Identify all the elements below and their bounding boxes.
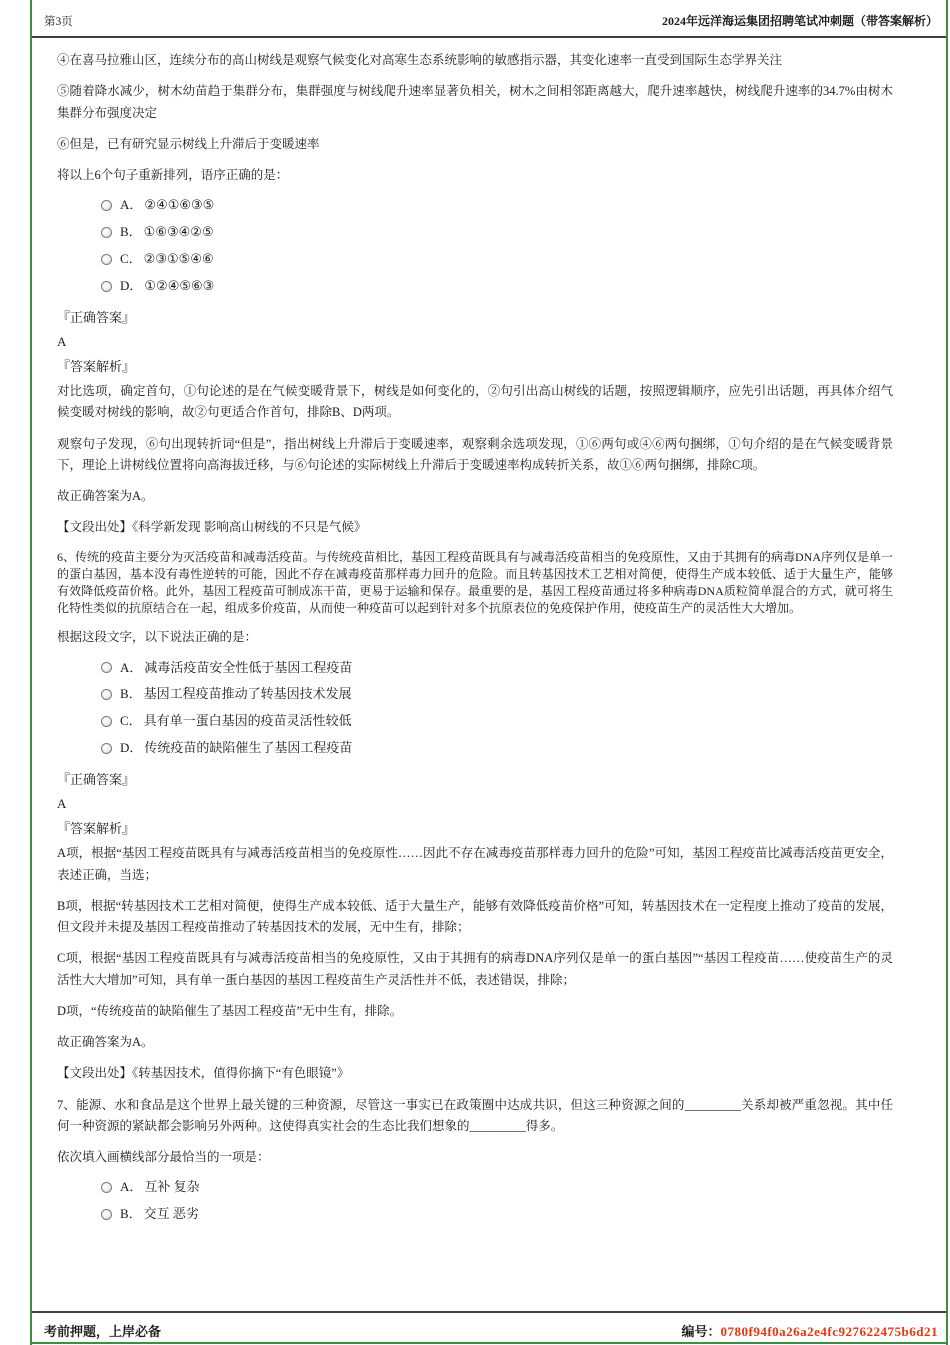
page-border-left <box>30 0 32 1345</box>
question-7-passage: 7、能源、水和食品是这个世界上最关键的三种资源，尽管这一事实已在政策圈中达成共识，但这三种资源之间的_________关系却被严重忽视。其中任何一种资源的紧缺都会影响另外两种。这使得真实社会的生态比我们想象的_________得多。 <box>57 1097 893 1133</box>
radio-button-icon[interactable] <box>101 743 112 754</box>
option-text: ②③①⑤④⑥ <box>143 250 214 266</box>
option-label: C． <box>120 713 142 729</box>
page-footer <box>32 1311 946 1340</box>
option-text: 基因工程疫苗推动了转基因技术发展 <box>143 686 352 702</box>
document-title: 2024年远洋海运集团招聘笔试冲刺题（带答案解析） <box>661 14 938 28</box>
sentence-item-5: ⑤随着降水减少，树木幼苗趋于集群分布，集群强度与树线爬升速率显著负相关，树木之间相邻距离越大，爬升速率越快，树线爬升速率的34.7%由树木集群分布强度决定 <box>57 84 893 120</box>
option-label: B． <box>120 1206 142 1222</box>
option-label: C． <box>120 250 142 266</box>
option-label: D． <box>120 277 143 293</box>
option-text: 互补 复杂 <box>144 1179 200 1195</box>
option-label: B． <box>120 224 142 240</box>
option-row[interactable] <box>57 196 893 215</box>
question-6-options <box>57 659 893 758</box>
correct-answer-value: A <box>57 796 67 812</box>
radio-button-icon[interactable] <box>101 716 112 727</box>
option-label: B． <box>120 686 142 702</box>
analysis-paragraph: 观察句子发现，⑥句出现转折词“但是”，指出树线上升滞后于变暖速率，观察剩余选项发现，①⑥两句或④⑥两句捆绑，①句介绍的是在气候变暖背景下，理论上讲树线位置将向高海拔迁移，与⑥句论述的实际树线上升滞后于变暖速率构成转折关系，故①⑥两句捆绑，排除C项。 <box>57 436 893 472</box>
radio-button-icon[interactable] <box>101 227 112 238</box>
option-text: ①⑥③④②⑤ <box>143 224 214 240</box>
option-text: ②④①⑥③⑤ <box>144 197 215 213</box>
option-text: 具有单一蛋白基因的疫苗灵活性较低 <box>143 713 352 729</box>
source-note: 【文段出处】《转基因技术，值得你摘下“有色眼镜”》 <box>57 1066 350 1081</box>
code-label: 编号： <box>681 1324 721 1339</box>
correct-answer-heading: 『正确答案』 <box>57 771 136 787</box>
option-row[interactable] <box>57 739 893 758</box>
question-7-stem: 依次填入画横线部分最恰当的一项是： <box>57 1150 270 1165</box>
radio-button-icon[interactable] <box>101 254 112 265</box>
correct-answer-value: A <box>57 334 67 350</box>
sentence-item-4: ④在喜马拉雅山区，连续分布的高山树线是观察气候变化对高寒生态系统影响的敏感指示器，其变化速率一直受到国际生态学界关注 <box>57 53 783 67</box>
option-row[interactable] <box>57 659 893 678</box>
analysis-paragraph: 对比选项，确定首句，①句论述的是在气候变暖背景下，树线是如何变化的，②句引出高山树线的话题，按照逻辑顺序，应先引出话题，再具体介绍气候变暖对树线的影响，故②句更适合作首句，排除B、D两项。 <box>57 384 893 420</box>
document-body <box>57 50 893 1236</box>
option-label: A． <box>120 1179 143 1195</box>
option-row[interactable] <box>57 250 893 269</box>
option-row[interactable] <box>57 1178 893 1197</box>
question-7-options <box>57 1178 893 1224</box>
radio-button-icon[interactable] <box>101 1209 112 1220</box>
option-label: D． <box>120 740 143 756</box>
code-value: 0780f94f0a26a2e4fc927622475b6d21 <box>720 1324 938 1339</box>
question-6-stem: 根据这段文字，以下说法正确的是： <box>57 630 258 645</box>
page-header <box>32 12 946 38</box>
radio-button-icon[interactable] <box>101 662 112 673</box>
conclusion-line: 故正确答案为A。 <box>57 489 154 504</box>
option-label: A． <box>120 197 143 213</box>
option-text: 减毒活疫苗安全性低于基因工程疫苗 <box>144 659 353 675</box>
question-5-stem: 将以上6个句子重新排列，语序正确的是： <box>57 168 289 182</box>
option-text: 交互 恶劣 <box>143 1206 199 1222</box>
option-label: A． <box>120 659 143 675</box>
option-row[interactable] <box>57 1205 893 1224</box>
analysis-heading: 『答案解析』 <box>57 820 136 836</box>
correct-answer-heading: 『正确答案』 <box>57 309 136 325</box>
conclusion-line: 故正确答案为A。 <box>57 1035 154 1050</box>
footer-code <box>681 1321 938 1340</box>
page-border-bottom <box>30 1342 948 1344</box>
question-6-passage: 6、传统的疫苗主要分为灭活疫苗和减毒活疫苗。与传统疫苗相比，基因工程疫苗既具有与减毒活疫苗相当的免疫原性，又由于其拥有的病毒DNA序列仅是单一的蛋白基因，基本没有毒性逆转的可能，因此不存在减毒疫苗那样毒力回升的危险。而且转基因技术工艺相对简便，使得生产成本较低、适于大量生产，能够有效降低疫苗价格。此外，基因工程疫苗可制成冻干苗，更易于运输和保存。最重要的是，基因工程疫苗通过将多种病毒DNA质粒简单混合的方式，就可将生化特性类似的抗原结合在一起，组成多价疫苗，从而使一种疫苗可以起到针对多个抗原表位的免疫保护作用，使疫苗生产的灵活性大大增加。 <box>57 549 894 616</box>
option-row[interactable] <box>57 277 893 296</box>
source-note: 【文段出处】《科学新发现 影响高山树线的不只是气候》 <box>57 520 367 535</box>
analysis-option-a: A项，根据“基因工程疫苗既具有与减毒活疫苗相当的免疫原性……因此不存在减毒疫苗那样毒力回升的危险”可知，基因工程疫苗比减毒活疫苗更安全，表述正确，当选； <box>57 846 893 882</box>
analysis-option-d: D项，“传统疫苗的缺陷催生了基因工程疫苗”无中生有，排除。 <box>57 1003 403 1018</box>
analysis-option-c: C项，根据“基因工程疫苗既具有与减毒活疫苗相当的免疫原性，又由于其拥有的病毒DNA序列仅是单一的蛋白基因”“基因工程疫苗……使疫苗生产的灵活性大大增加”可知，具有单一蛋白基因的基因工程疫苗生产灵活性并不低，表述错误，排除； <box>57 951 893 987</box>
footer-slogan: 考前押题，上岸必备 <box>44 1324 162 1339</box>
sentence-item-6: ⑥但是，已有研究显示树线上升滞后于变暖速率 <box>57 136 320 151</box>
question-5-options <box>57 196 893 295</box>
page-number: 第3页 <box>44 16 73 28</box>
option-row[interactable] <box>57 685 893 704</box>
radio-button-icon[interactable] <box>101 200 112 211</box>
option-row[interactable] <box>57 223 893 242</box>
radio-button-icon[interactable] <box>101 1182 112 1193</box>
option-text: ①②④⑤⑥③ <box>144 277 215 293</box>
analysis-option-b: B项，根据“转基因技术工艺相对简便，使得生产成本较低、适于大量生产，能够有效降低疫苗价格”可知，转基因技术在一定程度上推动了疫苗的发展，但文段并未提及基因工程疫苗推动了转基因技术的发展，无中生有，排除； <box>57 898 893 935</box>
page-border-right <box>946 0 948 1345</box>
option-text: 传统疫苗的缺陷催生了基因工程疫苗 <box>144 740 353 756</box>
analysis-heading: 『答案解析』 <box>57 358 136 374</box>
radio-button-icon[interactable] <box>101 689 112 700</box>
radio-button-icon[interactable] <box>101 281 112 292</box>
option-row[interactable] <box>57 712 893 731</box>
